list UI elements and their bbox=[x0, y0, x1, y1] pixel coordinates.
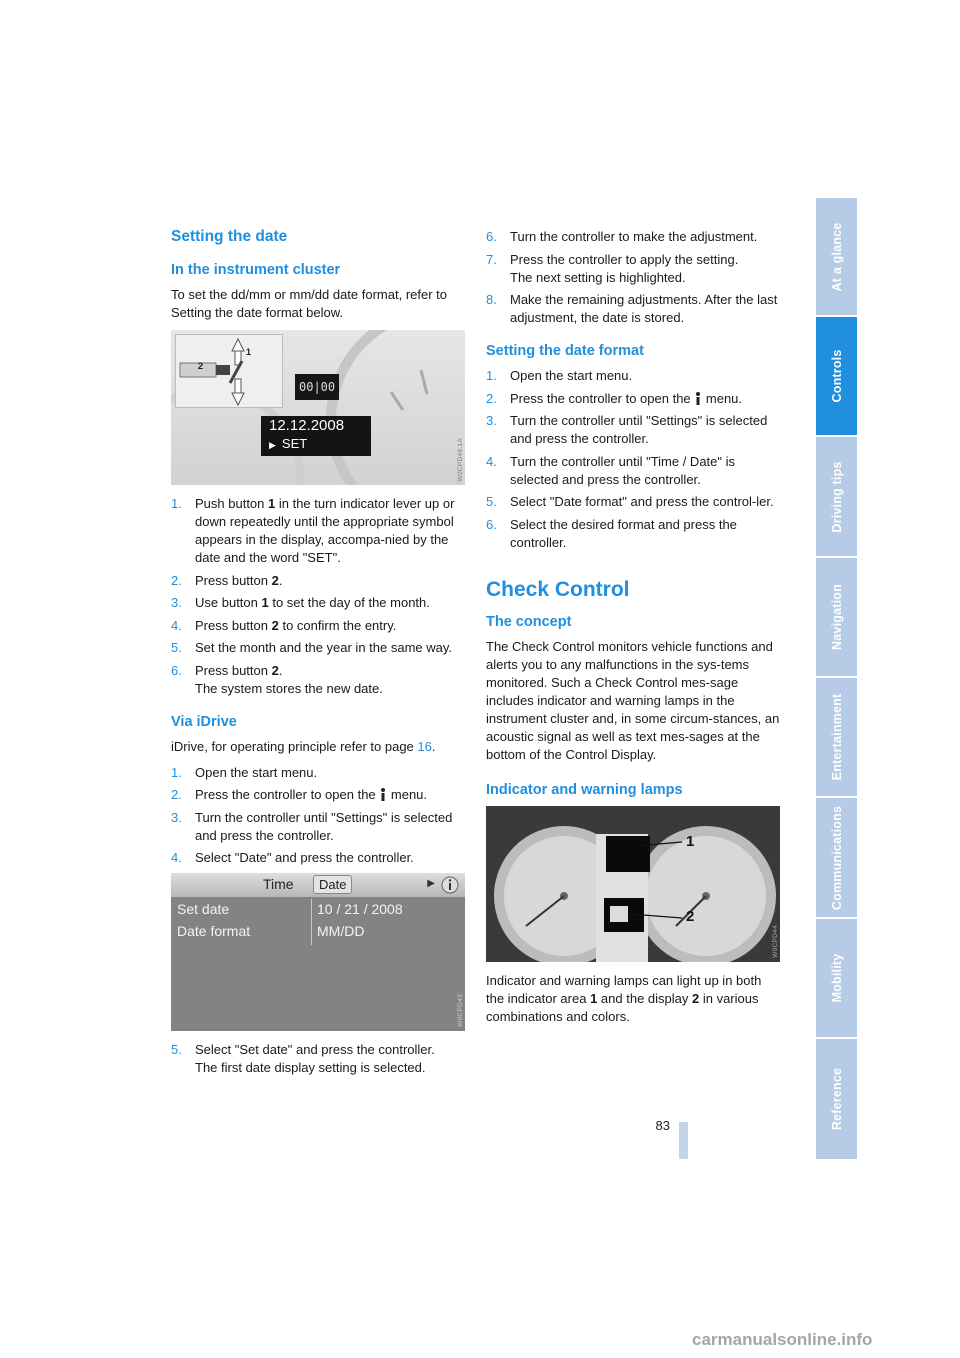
list-item bbox=[171, 764, 467, 782]
row-label: Set date bbox=[177, 901, 230, 917]
lamps-text-part: in various combinations and colors. bbox=[486, 990, 759, 1024]
step-text: Select "Date" and press the controller. bbox=[195, 850, 414, 865]
date-symbol-display bbox=[295, 374, 339, 400]
steps-via-idrive-continued bbox=[486, 228, 782, 327]
step-number: 7. bbox=[486, 251, 497, 267]
list-item bbox=[171, 1041, 467, 1077]
callout-1: 1 bbox=[686, 832, 695, 850]
check-control-heading: Check Control bbox=[486, 577, 630, 601]
step-extra: The next setting is highlighted. bbox=[510, 269, 686, 285]
step-text: menu. bbox=[702, 390, 743, 406]
list-item bbox=[486, 453, 782, 489]
step-text: Turn the controller until "Time / Date" is selected and press the controller. bbox=[510, 453, 736, 487]
step-extra: The system stores the new date. bbox=[195, 680, 383, 696]
page-link[interactable]: 16 bbox=[417, 738, 432, 754]
menu-row-set-date bbox=[171, 899, 465, 921]
step-text: to set the day of the month. bbox=[268, 595, 430, 610]
info-circle-icon bbox=[441, 876, 459, 894]
step-number: 4. bbox=[486, 453, 497, 469]
tab-label: Mobility bbox=[829, 953, 844, 1003]
subheading-via-idrive: Via iDrive bbox=[171, 713, 237, 730]
left-column bbox=[171, 228, 467, 1083]
step-number: 3. bbox=[171, 809, 182, 825]
step-text: Open the start menu. bbox=[510, 368, 633, 383]
tab-mobility[interactable] bbox=[816, 919, 857, 1037]
step-text: Press button bbox=[195, 572, 272, 588]
step-number: 6. bbox=[486, 229, 497, 244]
step-text: Press button bbox=[195, 662, 272, 678]
tab-navigation[interactable] bbox=[816, 558, 857, 676]
steps-date-format bbox=[486, 367, 782, 552]
list-item bbox=[171, 786, 467, 804]
tab-controls[interactable] bbox=[816, 317, 857, 435]
steps-via-idrive bbox=[171, 764, 467, 868]
menu-row-date-format bbox=[171, 921, 465, 943]
idrive-intro bbox=[171, 738, 467, 756]
step-text: Press the controller to apply the setting. bbox=[510, 251, 739, 267]
cluster-set-display bbox=[261, 434, 371, 456]
step-text: Turn the controller to make the adjustment. bbox=[510, 229, 758, 244]
lamps-text-part: Indicator and warning lamps can light up in both the indicator area bbox=[486, 972, 762, 1006]
step-number: 1. bbox=[486, 368, 497, 383]
list-item bbox=[486, 367, 782, 385]
list-item bbox=[171, 809, 467, 845]
row-label: Date format bbox=[177, 923, 251, 939]
step-bold: 1 bbox=[268, 496, 276, 511]
lever-arrows-icon bbox=[176, 335, 282, 407]
play-icon: ▶ bbox=[269, 440, 276, 450]
lamps-bold: 1 bbox=[590, 990, 598, 1006]
step-number: 1. bbox=[171, 764, 182, 780]
list-item bbox=[486, 291, 782, 327]
step-number: 5. bbox=[486, 494, 497, 509]
step-number: 3. bbox=[171, 595, 182, 610]
step-text: Press the controller to open the bbox=[195, 787, 380, 802]
step-text: Press the controller to open the bbox=[510, 390, 695, 406]
step-number: 1. bbox=[171, 496, 182, 511]
list-item bbox=[171, 495, 467, 567]
steps-instrument-cluster bbox=[171, 495, 467, 698]
tab-label: At a glance bbox=[829, 222, 844, 291]
step-number: 4. bbox=[171, 850, 182, 865]
step-text: Open the start menu. bbox=[195, 764, 318, 780]
tab-label: Controls bbox=[829, 349, 844, 403]
menu-tab-time: Time bbox=[263, 876, 294, 892]
step-text: Push button bbox=[195, 496, 268, 511]
tab-communications[interactable] bbox=[816, 798, 857, 917]
tab-label: Entertainment bbox=[829, 693, 844, 781]
lamps-bold: 2 bbox=[692, 990, 700, 1006]
instrument-cluster-icon bbox=[486, 806, 780, 962]
tab-label: Reference bbox=[829, 1067, 844, 1131]
callout-2: 2 bbox=[686, 907, 695, 925]
step-number: 5. bbox=[171, 1042, 182, 1057]
list-item bbox=[486, 493, 782, 511]
watermark: carmanualsonline.info bbox=[692, 1330, 873, 1349]
row-value: MM/DD bbox=[317, 923, 365, 939]
idrive-date-menu-figure bbox=[171, 873, 465, 1031]
step-text: Press button bbox=[195, 617, 272, 633]
step-text: Turn the controller until "Settings" is selected and press the controller. bbox=[510, 413, 768, 446]
step-number: 5. bbox=[171, 640, 182, 655]
list-item bbox=[171, 639, 467, 657]
figure-code: W0CPD44 bbox=[772, 924, 779, 958]
step-bold: 2 bbox=[271, 617, 279, 633]
step-text: menu. bbox=[387, 787, 428, 802]
step-number: 2. bbox=[171, 572, 182, 588]
list-item bbox=[171, 662, 467, 698]
lamps-text bbox=[486, 972, 782, 1026]
lever-label-1: 1 bbox=[246, 347, 252, 357]
date-symbol: 00|00 bbox=[299, 380, 336, 394]
idrive-intro-text: . bbox=[431, 738, 436, 754]
step-number: 4. bbox=[171, 617, 182, 633]
menu-divider bbox=[311, 899, 312, 945]
list-item bbox=[486, 390, 782, 408]
step-text: Select "Set date" and press the controller. bbox=[195, 1042, 435, 1057]
section-heading: Setting the date bbox=[171, 228, 288, 245]
subheading-concept: The concept bbox=[486, 613, 572, 630]
subheading-lamps: Indicator and warning lamps bbox=[486, 781, 683, 798]
step-extra: The first date display setting is selected. bbox=[195, 1060, 426, 1075]
list-item bbox=[486, 516, 782, 552]
warning-lamps-figure bbox=[486, 806, 780, 962]
row-value: 10 / 21 / 2008 bbox=[317, 901, 403, 917]
steps-via-idrive-cont bbox=[171, 1041, 467, 1077]
menu-tab-bar bbox=[171, 873, 465, 897]
step-text: Select the desired format and press the controller. bbox=[510, 516, 737, 550]
list-item bbox=[171, 849, 467, 867]
step-text: . bbox=[278, 572, 283, 588]
intro-text: To set the dd/mm or mm/dd date format, refer to Setting the date format below. bbox=[171, 287, 447, 320]
step-text: in the turn indicator lever up or down repeatedly until the appropriate symbol appears in the display, accompa-nied by the date and the word "SET". bbox=[195, 496, 455, 565]
step-number: 6. bbox=[171, 662, 182, 678]
idrive-intro-text: iDrive, for operating principle refer to page bbox=[171, 738, 418, 754]
step-bold: 2 bbox=[271, 662, 279, 678]
tab-reference[interactable] bbox=[816, 1039, 857, 1159]
menu-tab-date: Date bbox=[313, 875, 352, 894]
step-number: 2. bbox=[171, 787, 182, 802]
tab-at-a-glance[interactable] bbox=[816, 198, 857, 315]
step-text: to confirm the entry. bbox=[278, 617, 397, 633]
step-number: 8. bbox=[486, 292, 497, 307]
list-item bbox=[486, 412, 782, 448]
tab-entertainment[interactable] bbox=[816, 678, 857, 796]
display-date: 12.12.2008 bbox=[269, 417, 345, 434]
list-item bbox=[486, 251, 782, 287]
step-number: 2. bbox=[486, 390, 497, 406]
concept-text: The Check Control monitors vehicle functions and alerts you to any malfunctions in the sys-tems monitored. Such a Check Control mes-sage includes indicator and warning lamps in the instrument cluster and, in some circum-stances, an acoustic signal as well as text mes-sages at the bottom of the Control Display. bbox=[486, 638, 780, 762]
tab-driving-tips[interactable] bbox=[816, 437, 857, 556]
page-number: 83 bbox=[655, 1118, 670, 1133]
lamps-text-part: and the display bbox=[597, 990, 692, 1006]
step-text: Make the remaining adjustments. After the last adjustment, the date is stored. bbox=[510, 292, 778, 325]
step-bold: 2 bbox=[271, 572, 279, 588]
tab-label: Driving tips bbox=[829, 460, 844, 533]
step-text: Turn the controller until "Settings" is selected and press the controller. bbox=[195, 809, 453, 843]
subheading-date-format: Setting the date format bbox=[486, 343, 644, 359]
list-item bbox=[486, 228, 782, 246]
list-item bbox=[171, 617, 467, 635]
figure-code: W0CPD46.1A bbox=[457, 437, 464, 481]
subheading-instrument-cluster: In the instrument cluster bbox=[171, 262, 341, 278]
list-item bbox=[171, 572, 467, 590]
tab-label: Communications bbox=[829, 805, 844, 910]
right-column bbox=[486, 228, 782, 1034]
step-text: Set the month and the year in the same way. bbox=[195, 640, 453, 655]
figure-code: W0CPD43 bbox=[457, 994, 464, 1027]
instrument-cluster-figure bbox=[171, 330, 465, 485]
display-set: SET bbox=[281, 436, 308, 451]
arrow-right-icon: ▶ bbox=[427, 878, 435, 889]
turn-indicator-lever bbox=[175, 334, 283, 408]
list-item bbox=[171, 594, 467, 612]
page-marker bbox=[679, 1122, 688, 1159]
step-number: 6. bbox=[486, 516, 497, 532]
tab-label: Navigation bbox=[829, 584, 844, 650]
step-text: Use button bbox=[195, 595, 262, 610]
step-number: 3. bbox=[486, 413, 497, 428]
step-bold: 1 bbox=[261, 595, 269, 610]
lever-label-2: 2 bbox=[198, 361, 204, 371]
step-text: Select "Date format" and press the control-ler. bbox=[510, 494, 774, 509]
step-text: . bbox=[278, 662, 283, 678]
